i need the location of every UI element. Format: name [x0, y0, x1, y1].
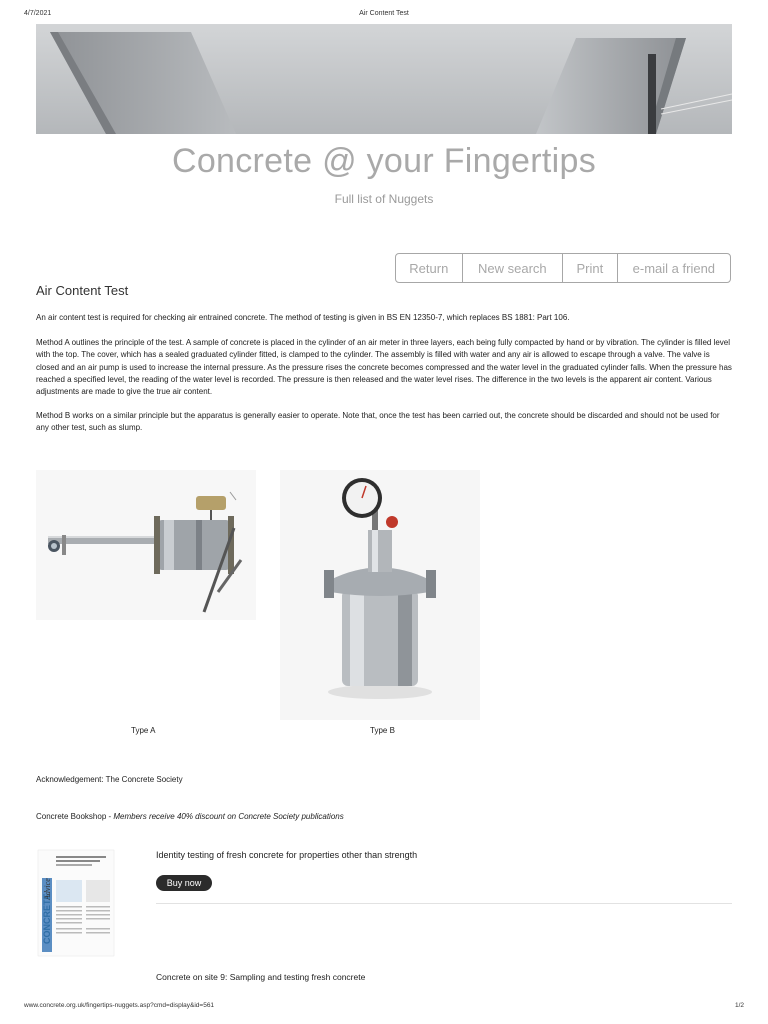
print-header [24, 10, 744, 22]
print-page-number: 1/2 [734, 1002, 744, 1009]
acknowledgement: Acknowledgement: The Concrete Society [36, 775, 183, 784]
book-cover-brand: CONCRETE [42, 893, 52, 944]
page-title: Air Content Test [36, 283, 129, 298]
action-button-group [395, 253, 731, 283]
book-cover-image[interactable] [36, 848, 118, 958]
print-title: Air Content Test [359, 10, 409, 17]
return-button[interactable]: Return [396, 254, 463, 282]
type-a-air-meter-image [36, 470, 256, 620]
print-date: 4/7/2021 [24, 10, 52, 17]
article-paragraph-2: Method A outlines the principle of the test. A sample of concrete is placed in the cylinder of an air meter in three layers, each being fully compacted by hand or by vibration. The cylinder is filled level with the top. The cover, which has a sealed graduated cylinder fitted, is clamped to the cylinder. The assembly is filled with water and any air is allowed to escape through a valve. The valve is closed and an air pump is used to increase the internal pressure. As the pressure rises the concrete becomes compressed and the water level in the graduated cylinder falls. When the pressure has reached a specified level, the reading of the water level is recorded. The pressure is then released and the water level rises. The difference in the two levels is the apparent air content. Various adjustments are made to give the true air content. [36, 338, 732, 397]
new-search-button[interactable]: New search [463, 254, 563, 282]
bookshop-label: Concrete Bookshop - [36, 812, 114, 821]
print-url: www.concrete.org.uk/fingertips-nuggets.asp?cmd=display&id=561 [24, 1002, 215, 1009]
type-b-air-meter-image [280, 470, 480, 720]
book-title-link-2[interactable]: Concrete on site 9: Sampling and testing fresh concrete [156, 972, 366, 982]
type-b-caption: Type B [370, 726, 395, 735]
header-banner-image [36, 24, 732, 134]
article-paragraph-3: Method B works on a similar principle but the apparatus is generally easier to operate. Note that, once the test has been carried out, the concrete should be discarded and should not be used for any other test, such as slump. [36, 411, 720, 433]
bookshop-heading [36, 812, 344, 821]
bookshop-promo: Members receive 40% discount on Concrete Society publications [113, 812, 344, 821]
buy-now-button[interactable]: Buy now [156, 875, 212, 891]
article-paragraph-1: An air content test is required for checking air entrained concrete. The method of testing is given in BS EN 12350-7, which replaces BS 1881: Part 106. [36, 313, 570, 322]
print-button[interactable]: Print [563, 254, 618, 282]
site-title: Concrete @ your Fingertips [171, 142, 597, 180]
book-divider [156, 903, 732, 904]
email-friend-button[interactable]: e-mail a friend [632, 260, 716, 276]
site-subtitle-link[interactable]: Full list of Nuggets [334, 192, 434, 206]
type-a-caption: Type A [131, 726, 156, 735]
book-cover-brand-script: Advice [43, 878, 52, 900]
book-title-link[interactable]: Identity testing of fresh concrete for properties other than strength [156, 850, 418, 860]
